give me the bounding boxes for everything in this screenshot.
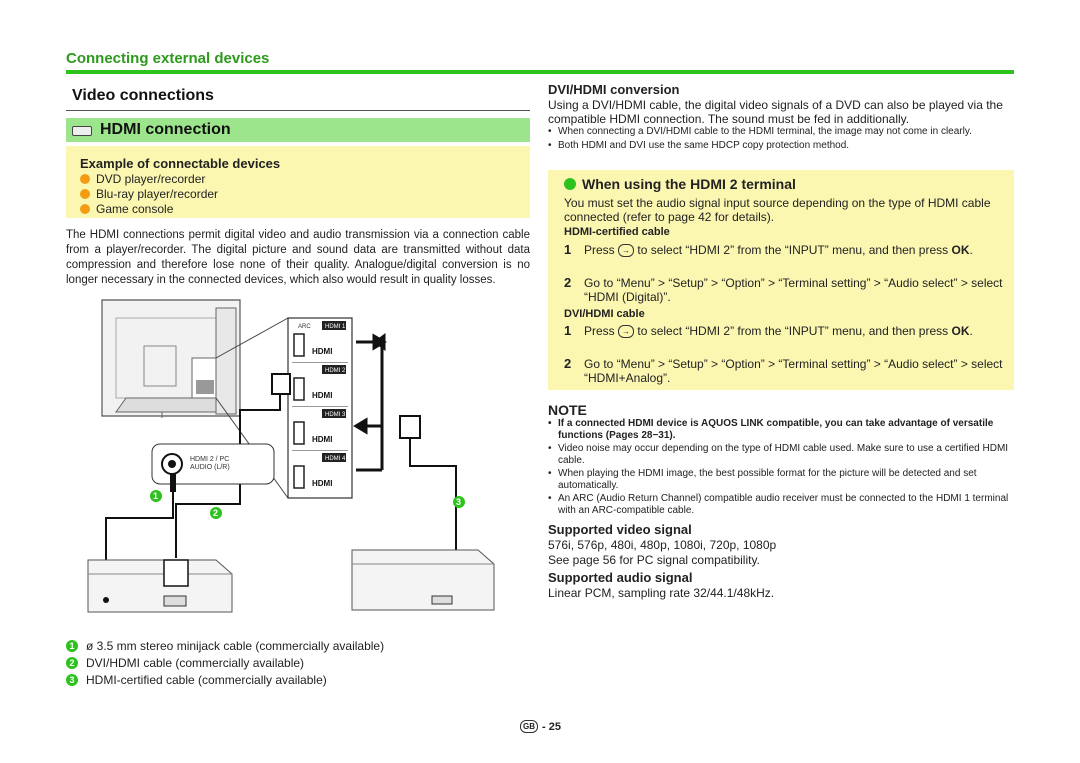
legend-item: 3 HDMI-certified cable (commercially available) [66,673,536,687]
hdmi2-description: You must set the audio signal input source depending on the type of HDMI cable connected (refer to page 42 for details). [564,196,991,224]
bullet-icon [80,189,90,199]
hdmi-port-icon [72,126,92,136]
arc-label: ARC [298,324,311,330]
svg-text:1: 1 [153,491,159,501]
note-heading: NOTE [548,402,587,418]
step-item: 1 Press → to select “HDMI 2” from the “INPUT” menu, and then press OK. [564,323,973,338]
input-button-icon: → [618,244,634,257]
section-title: Connecting external devices [66,50,270,67]
example-devices-box [66,146,530,218]
audio-receiver-illustration [352,550,494,610]
svg-text:HDMI 1: HDMI 1 [325,324,346,330]
divider [66,110,530,111]
bullet-icon [80,174,90,184]
bullet-icon [80,204,90,214]
hdmi-connection-banner [66,118,530,142]
dvi-conversion-text: Using a DVI/HDMI cable, the digital video signals of a DVD can also be played via the compatible HDMI connection. The sound must be fed in additionally. [548,98,1003,126]
device-list [80,171,218,216]
callout-badge: 2 [66,657,78,669]
svg-text:HDMI 4: HDMI 4 [325,456,346,462]
callout-badge: 3 [66,674,78,686]
svg-text:HDMI 2: HDMI 2 [325,368,346,374]
example-heading: Example of connectable devices [80,156,281,171]
callout-badge: 1 [66,640,78,652]
pc-signal-note: See page 56 for PC signal compatibility. [548,553,760,567]
list-item: • When playing the HDMI image, the best possible format for the picture will be detected and set automatically. [548,468,1014,492]
tv-back-illustration [102,300,240,418]
svg-text:HDMI: HDMI [312,347,333,356]
header-rule [66,70,1014,74]
step-item: 2 Go to “Menu” > “Setup” > “Option” > “Terminal setting” > “Audio select” > select “HDMI (Digital)”. [564,275,1003,304]
dvi-bullet-list [548,126,1014,154]
svg-text:HDMI: HDMI [312,435,333,444]
audio-label: AUDIO (L/R) [190,464,230,471]
video-connections-title: Video connections [72,87,214,104]
hdmi2-terminal-box [548,170,1014,390]
certified-cable-heading: HDMI-certified cable [564,226,670,238]
arrow-icon [356,336,384,470]
list-item: • An ARC (Audio Return Channel) compatible audio receiver must be connected to the HDMI 1 terminal with an ARC-compatible cable. [548,493,1014,517]
list-item: • When connecting a DVI/HDMI cable to the HDMI terminal, the image may not come in clearly. [548,126,1014,138]
audio-signal-text: Linear PCM, sampling rate 32/44.1/48kHz. [548,586,775,600]
dvi-cable-heading: DVI/HDMI cable [564,308,645,320]
legend-item: 2 DVI/HDMI cable (commercially available) [66,656,536,670]
video-signal-heading: Supported video signal [548,522,692,537]
video-signal-list: 576i, 576p, 480i, 480p, 1080i, 720p, 1080p [548,538,777,552]
step-item: 2 Go to “Menu” > “Setup” > “Option” > “Terminal setting” > “Audio select” > select “HDMI+Analog”. [564,356,1003,385]
step-item: 1 Press → to select “HDMI 2” from the “INPUT” menu, and then press OK. [564,242,973,257]
callout-3 [453,496,465,508]
note-list [548,418,1014,518]
region-badge: GB [520,720,538,733]
legend-item: 1 ø 3.5 mm stereo minijack cable (commercially available) [66,639,536,653]
dvi-conversion-heading: DVI/HDMI conversion [548,82,680,97]
list-item: DVD player/recorder [80,171,218,186]
hdmi-description: The HDMI connections permit digital video and audio transmission via a connection cable from a player/recorder. The digital picture and sound data are transmitted without data compression and therefore lose none of their quality. Analogue/digital conversion is no longer necessary in the connected devices, which also would result in quality losses. [66,229,530,286]
list-item: Game console [80,201,218,216]
list-item: • Video noise may occur depending on the type of HDMI cable used. Make sure to use a certified HDMI cable. [548,443,1014,467]
list-item: Blu-ray player/recorder [80,186,218,201]
svg-text:2: 2 [213,508,219,518]
callout-2 [210,507,222,519]
audio-signal-heading: Supported audio signal [548,570,693,585]
svg-text:HDMI 3: HDMI 3 [325,412,346,418]
connection-diagram [66,298,536,630]
callout-1 [150,490,162,502]
source-device-illustration [88,560,232,612]
bullet-icon [564,178,576,190]
svg-text:3: 3 [456,497,462,507]
hdmi-connection-title: HDMI connection [100,121,231,138]
list-item: • Both HDMI and DVI use the same HDCP copy protection method. [548,140,1014,152]
input-button-icon: → [618,325,634,338]
hdmi2-heading: When using the HDMI 2 terminal [564,176,796,192]
svg-text:HDMI: HDMI [312,391,333,400]
list-item: • If a connected HDMI device is AQUOS LINK compatible, you can take advantage of versatile functions (Pages 28−31). [548,418,1014,442]
pc-label: HDMI 2 / PC [190,456,230,463]
svg-text:HDMI: HDMI [312,479,333,488]
page-number: GB - 25 [520,720,561,733]
